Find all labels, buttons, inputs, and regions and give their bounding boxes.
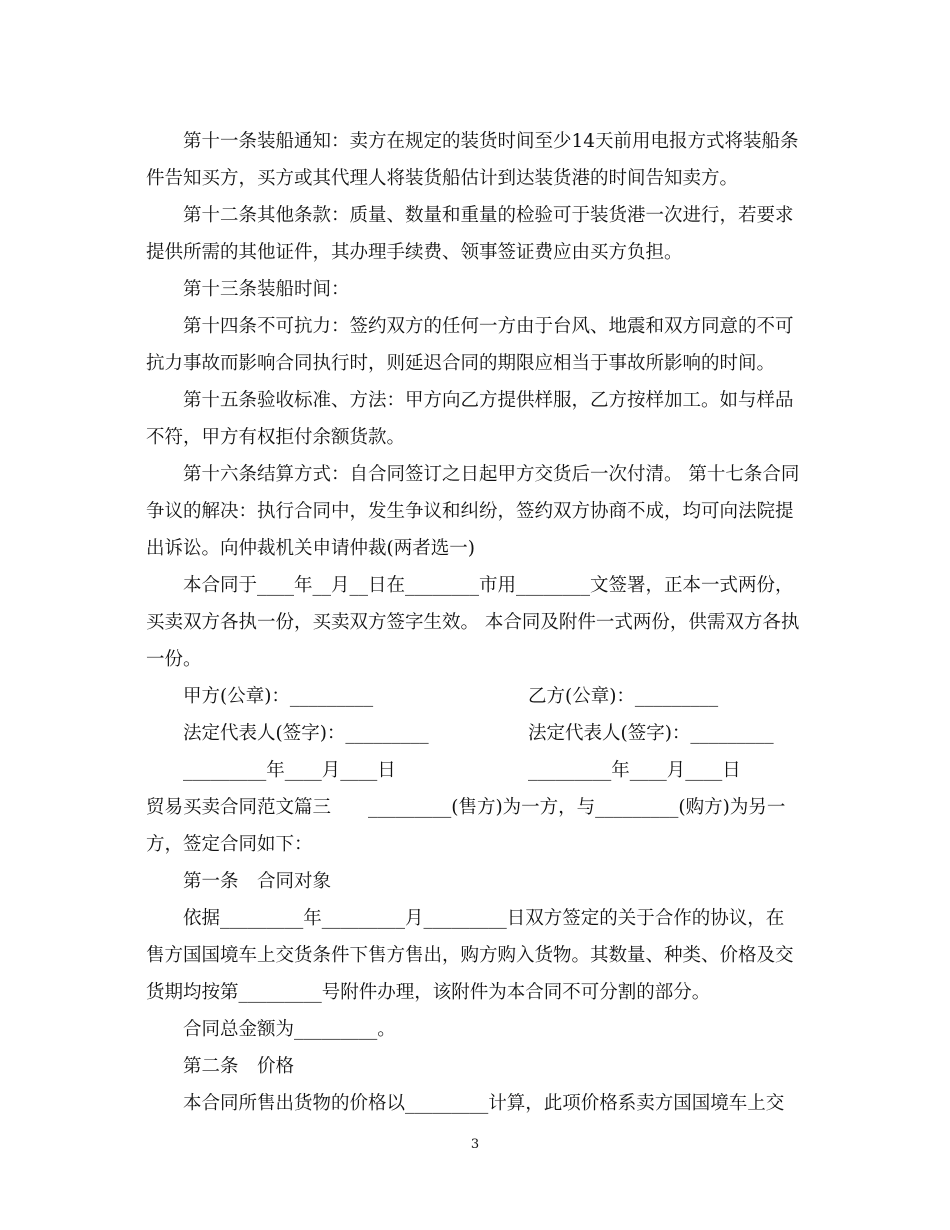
paragraph-line: 不符，甲方有权拒付余额货款。 [146,427,406,448]
paragraph-line: 售方国国境车上交货条件下售方售出，购方购入货物。其数量、种类、价格及交 [146,945,794,966]
paragraph-line: 贸易买卖合同范文篇三 _________(售方)为一方，与_________(购方)为另一 [146,797,786,818]
paragraph-line: 第二条 价格 [146,1056,295,1077]
paragraph-line: 第十三条装船时间： [146,279,350,300]
paragraph-line: 抗力事故而影响合同执行时，则延迟合同的期限应相当于事故所影响的时间。 [146,353,776,374]
paragraph-line: 本合同所售出货物的价格以_________计算，此项价格系卖方国国境车上交 [146,1093,785,1114]
paragraph-line: 出诉讼。向仲裁机关申请仲裁(两者选一) [146,538,475,559]
party-b-date: _________年____月____日 [528,760,741,781]
paragraph-line: 争议的解决：执行合同中，发生争议和纠纷，签约双方协商不成，均可向法院提 [146,501,794,522]
paragraph-line: 货期均按第_________号附件办理，该附件为本合同不可分割的部分。 [146,982,711,1003]
paragraph-line: 本合同于____年__月__日在________市用________文签署，正本一式两份， [146,575,794,596]
paragraph-line: 第十二条其他条款：质量、数量和重量的检验可于装货港一次进行，若要求 [146,205,794,226]
party-b-seal: 乙方(公章)：_________ [528,686,719,707]
paragraph-line: 买卖双方各执一份，买卖双方签字生效。 本合同及附件一式两份，供需双方各执 [146,612,800,633]
paragraph-line: 第十四条不可抗力：签约双方的任何一方由于台风、地震和双方同意的不可 [146,316,794,337]
party-a-seal: 甲方(公章)：_________ [183,686,374,707]
paragraph-line: 合同总金额为_________。 [146,1019,396,1040]
party-b-representative: 法定代表人(签字)：_________ [528,723,774,744]
paragraph-line: 提供所需的其他证件，其办理手续费、领事签证费应由买方负担。 [146,242,683,263]
paragraph-line: 第十六条结算方式：自合同签订之日起甲方交货后一次付清。 第十七条合同 [146,464,800,485]
paragraph-line: 第十一条装船通知：卖方在规定的装货时间至少14天前用电报方式将装船条 [146,131,799,152]
paragraph-line: 方，签定合同如下： [146,834,313,855]
paragraph-line: 第十五条验收标准、方法：甲方向乙方提供样服，乙方按样加工。如与样品 [146,390,794,411]
party-a-representative: 法定代表人(签字)：_________ [183,723,429,744]
paragraph-line: 一份。 [146,649,202,670]
paragraph-line: 第一条 合同对象 [146,871,332,892]
paragraph-line: 依据_________年_________月_________日双方签定的关于合作的协议，在 [146,908,785,929]
paragraph-line: 件告知买方，买方或其代理人将装货船估计到达装货港的时间告知卖方。 [146,168,739,189]
party-a-date: _________年____月____日 [183,760,396,781]
page-number: 3 [470,1137,480,1152]
